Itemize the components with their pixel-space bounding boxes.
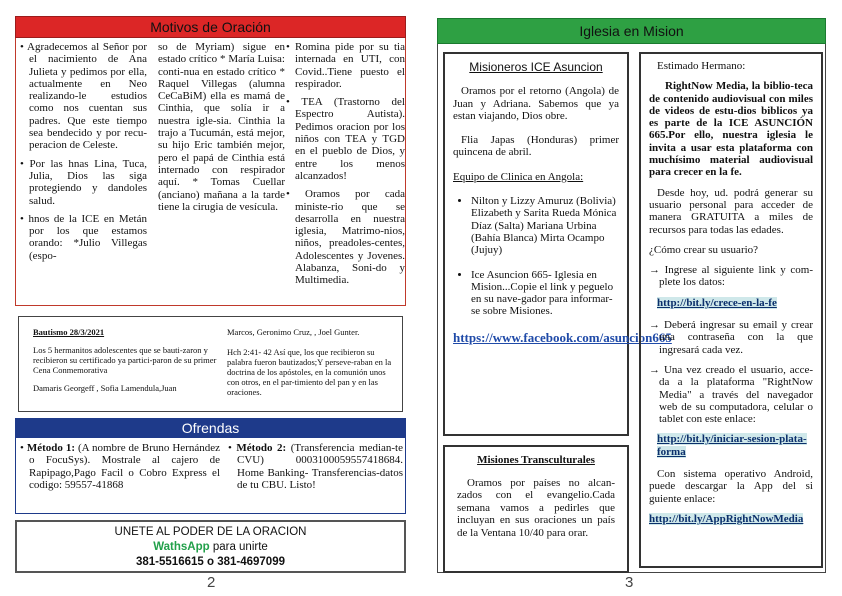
metodo-1: • Método 1: (A nombre de Bruno Hernández o FocuSys). Mostrale al cajero de Rapipago,Pago Facil o Cobro Express el codigo: 59557-41868 bbox=[20, 442, 221, 491]
metodo-1-text: (A nombre de Bruno Hernández o FocuSys). Mostrale al cajero de Rapipago,Pago Facil o Cobro Express el codigo: 59557-41868 bbox=[29, 442, 221, 491]
prayer-item: • Agradecemos al Señor por el nacimiento de Ana Julieta y pedimos por ella, actualmente en Neo realizando-le estudios como nos cuentan sus padres. Que este tiempo sea bendecido y por recu-peracion de Celeste. bbox=[20, 41, 147, 152]
iglesia-title: Iglesia en Mision bbox=[579, 23, 684, 39]
crece-link[interactable]: http://bit.ly/crece-en-la-fe bbox=[657, 296, 777, 309]
misioneros-list bbox=[453, 195, 619, 318]
metodo-1-label: Método 1: bbox=[26, 442, 76, 454]
motivos-box bbox=[15, 38, 406, 306]
unete-line-1: UNETE AL PODER DE LA ORACION bbox=[114, 526, 307, 538]
rightnow-p2: Desde hoy, ud. podrá generar su usuario personal para acceder de manera GRATUITA a miles de recursos para todas las edades. bbox=[649, 186, 813, 236]
bautismo-names-left: Damaris Georgeff , Sofia Lamendula,Juan bbox=[33, 383, 177, 393]
iniciar-sesion-link[interactable]: http://bit.ly/iniciar-sesion-plata-forma bbox=[657, 433, 807, 458]
ofrendas-header bbox=[15, 418, 406, 438]
bautismo-title: Bautismo 28/3/2021 bbox=[33, 327, 105, 337]
metodo-2-text: (Transferencia median-te CVU) 0003100059557418684. Home Banking- Transferencias-datos de tu CBU. Listo! bbox=[237, 442, 403, 491]
rightnow-p1-rest: la biblio-teca de contenido audiovisual con miles de videos de estu-dios biblicos ya es parte de la ICE ASUNCIÓN 665.Por ello, nuestra iglesia le invita a usar esta plataforma con muchísimo material audiovisual para crecer en la fe. bbox=[649, 80, 813, 179]
misioneros-title: Misioneros ICE Asuncion bbox=[469, 60, 603, 74]
rightnow-step-2: → Deberá ingresar su email y crear una contraseña con la que ingresará cada vez. bbox=[649, 319, 813, 356]
link-3-line bbox=[649, 513, 813, 525]
list-item: • Nilton y Lizzy Amuruz (Bolivia) Elizabeth y Sarita Rueda Mónica Díaz (Salta) Mariana Urbina (Bahía Blanca) Mirta Ocampo (Jujuy) bbox=[471, 195, 619, 256]
rightnow-p1 bbox=[649, 80, 813, 178]
app-rightnow-link[interactable]: http://bit.ly/AppRightNowMedia bbox=[649, 512, 804, 525]
transculturales-box bbox=[443, 445, 629, 573]
ofrendas-box bbox=[15, 438, 406, 514]
prayer-item: • Romina pide por su tia internada en UTI, con Covid..Tiene puesto el respirador. bbox=[286, 41, 405, 90]
unete-line-2-rest: para unirte bbox=[209, 541, 268, 553]
metodo-2-label: Método 2: bbox=[236, 442, 287, 454]
motivos-column-2 bbox=[158, 41, 285, 219]
motivos-header bbox=[15, 16, 406, 38]
prayer-item: • hnos de la ICE en Metán por los que estamos orando: *Julio Villegas (espo- bbox=[20, 212, 147, 262]
bautismo-right bbox=[227, 327, 399, 397]
bautismo-text: Los 5 hermanitos adolescentes que se bauti-zaron y recibieron su certificado ya partici-paron de su primer Cena Conmemorativa bbox=[33, 345, 217, 375]
motivos-title: Motivos de Oración bbox=[150, 19, 271, 35]
phone-numbers: 381-5516615 o 381-4697099 bbox=[136, 556, 285, 568]
whatsapp-label: WathsApp bbox=[153, 541, 210, 553]
facebook-link[interactable]: https://www.facebook.com/asuncion665 bbox=[453, 329, 672, 345]
motivos-column-1 bbox=[20, 41, 147, 268]
link-2-line bbox=[649, 433, 813, 458]
rightnow-brand: RightNow Media, bbox=[665, 80, 749, 93]
prayer-item: • TEA (Trastorno del Espectro Autista). Pedimos oracion por los niños con TEA y TGD en el pueblo de Dios, y entre los menos alcanzados! bbox=[286, 96, 405, 182]
rightnow-box bbox=[639, 52, 823, 568]
rightnow-greeting: Estimado Hermano: bbox=[657, 60, 746, 72]
iglesia-header bbox=[437, 18, 826, 44]
bautismo-names-right: Marcos, Geronimo Cruz, , Joel Gunter. bbox=[227, 327, 360, 337]
unete-line-2 bbox=[17, 540, 404, 555]
rightnow-step-1: → Ingrese al siguiente link y com-plete los datos: bbox=[649, 264, 813, 289]
list-item: • Ice Asuncion 665- Iglesia en Mision...Copie el link y peguelo en su nave-gador para informar-se sobre Misiones. bbox=[471, 269, 619, 318]
bautismo-verse: Hch 2:41- 42 Así que, los que recibieron su palabra fueron bautizados;Y persevе-raban en la doctrina de los apóstoles, en la comunión unos con otros, en el par-timiento del pan y en las oraciones. bbox=[227, 347, 392, 397]
page-number-right: 3 bbox=[625, 574, 634, 591]
bautismo-box bbox=[18, 316, 403, 412]
prayer-item: so de Myriam) sigue en estado crítico * María Luisa: conti-nua en estado crítico * Raquel Villegas (alumna CeCaBiM) ella es mamá de Cinthia, que solía ir a nuestra igle-sia. Cinthia la trajo a Tucumán, está mejor, su hijo Eric también mejor, pero el papá de Cinthia está internado con respirador aquí. * Tomas Cuellar (anciano) mañana a la tarde tiene la cirugia de vesícula. bbox=[158, 41, 285, 213]
misioneros-box bbox=[443, 52, 672, 436]
prayer-item: • Oramos por cada ministe-rio que se desarrolla en nuestra iglesia, Matrimo-nios, niños, preadoles-centes, Adolescentes y Jovenes. Alabanza, Soni-do y Multimedia. bbox=[286, 188, 405, 287]
motivos-column-3 bbox=[286, 41, 405, 293]
link-1-line bbox=[649, 297, 813, 309]
rightnow-question: ¿Cómo crear su usuario? bbox=[649, 243, 759, 256]
equipo-title: Equipo de Clinica en Angola: bbox=[453, 170, 584, 183]
metodo-2: • Método 2: (Transferencia median-te CVU) 0003100059557418684. Home Banking- Transferencias-datos de tu CBU. Listo! bbox=[228, 442, 403, 491]
prayer-item: • Por las hnas Lina, Tuca, Julia, Dios las siga protegiendo y dandoles salud. bbox=[20, 157, 147, 207]
page-number-left: 2 bbox=[207, 574, 216, 591]
rightnow-step-3: → Una vez creado el usuario, acce-da a la plataforma "RightNow Media" a través del navegador web de su computadora, celular o tablet con este enlace: bbox=[649, 363, 813, 426]
unete-box bbox=[15, 520, 406, 573]
transculturales-title: Misiones Transculturales bbox=[477, 454, 595, 466]
misioneros-p1: Oramos por el retorno (Angola) de Juan y Adriana. Sabemos que ya estan viajando, Dios obre. bbox=[453, 85, 619, 122]
ofrendas-title: Ofrendas bbox=[181, 420, 240, 436]
transculturales-text: Oramos por países no alcan-zados con el evangelio.Cada semana vamos a pedirles que incluyan en sus oraciones un país de la Ventana 10/40 para orar. bbox=[457, 476, 615, 539]
rightnow-p3: Con sistema operativo Android, puede descargar la App del si guiente enlace: bbox=[649, 468, 813, 505]
misioneros-p2: Flia Japas (Honduras) primer quincena de abril. bbox=[453, 134, 619, 159]
bautismo-left bbox=[33, 327, 223, 393]
